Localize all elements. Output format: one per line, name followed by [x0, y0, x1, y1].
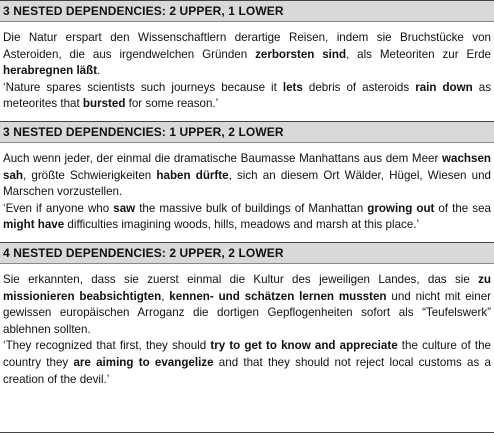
text-run: Auch wenn jeder, der einmal die dramatische Baumasse Manhattans aus dem Meer — [3, 151, 443, 165]
text-run: ‘Nature spares scientists such journeys because it — [3, 80, 283, 94]
text-run: the culture of the country they — [3, 339, 491, 369]
text-run: , als Meteoriten zur Erde — [346, 47, 491, 61]
text-run: debris of asteroids — [302, 80, 416, 94]
section-1 — [0, 0, 494, 121]
emphasized-phrase: haben dürfte — [156, 168, 229, 182]
english-translation — [3, 201, 491, 234]
text-run: . — [97, 64, 101, 78]
text-run: , — [161, 289, 170, 303]
emphasized-phrase: bursted — [82, 97, 126, 111]
section-header: 4 NESTED DEPENDENCIES: 2 UPPER, 2 LOWER — [0, 242, 494, 264]
text-run: difficulties imagining woods, hills, meadows and marsh at this place.’ — [64, 218, 420, 232]
emphasized-phrase: are aiming to evangelize — [73, 355, 214, 369]
section-header: 3 NESTED DEPENDENCIES: 2 UPPER, 1 LOWER — [0, 0, 494, 22]
emphasized-phrase: might have — [3, 218, 65, 232]
emphasized-phrase: saw — [113, 201, 136, 215]
section-header: 3 NESTED DEPENDENCIES: 1 UPPER, 2 LOWER — [0, 121, 494, 143]
text-run: as meteorites that — [3, 80, 492, 111]
english-translation — [3, 80, 491, 113]
german-sentence — [3, 272, 491, 338]
emphasized-phrase: zu missionieren beabsichtigten — [3, 272, 491, 303]
text-run: and that they should not reject local customs as a creation of the devil.’ — [3, 355, 491, 386]
emphasized-phrase: rain down — [415, 80, 473, 94]
emphasized-phrase: wachsen sah — [3, 151, 491, 182]
text-run: ‘Even if anyone who — [3, 201, 114, 215]
text-run: , sich an diesem Ort Wälder, Hügel, Wiesen und Marschen vorzustellen. — [3, 168, 491, 199]
section-body — [0, 264, 494, 396]
emphasized-phrase: herabregnen läßt — [3, 64, 98, 78]
emphasized-phrase: zerborsten sind — [255, 47, 347, 61]
section-body — [0, 22, 494, 121]
german-sentence — [3, 151, 491, 201]
text-run: und nicht mit einer gewissen europäischen Arroganz die dortigen Gepflogenheiten sofort als “Teufelswerk” ablehnen sollten. — [3, 289, 492, 336]
german-sentence — [3, 30, 491, 80]
section-2 — [0, 121, 494, 242]
emphasized-phrase: growing out — [367, 201, 435, 215]
text-run: the massive bulk of buildings of Manhattan — [135, 201, 368, 215]
emphasized-phrase: kennen- und schätzen lernen mussten — [169, 289, 387, 303]
text-run: Sie erkannten, dass sie zuerst einmal die Kultur des jeweiligen Landes, das sie — [3, 272, 479, 286]
text-run: for some reason.’ — [125, 97, 219, 111]
section-body — [0, 143, 494, 242]
text-run: Die Natur erspart den Wissenschaftlern derartige Reisen, indem sie Bruchstücke von Asteroiden, die aus irgendwelchen Gründen — [3, 31, 491, 61]
text-run: , größte Schwierigkeiten — [22, 168, 157, 182]
emphasized-phrase: lets — [282, 80, 303, 94]
section-3 — [0, 242, 494, 396]
text-run: ‘They recognized that first, they should — [3, 339, 211, 353]
text-run: of the sea — [434, 201, 491, 215]
emphasized-phrase: try to get to know and appreciate — [210, 339, 398, 353]
english-translation — [3, 338, 491, 388]
